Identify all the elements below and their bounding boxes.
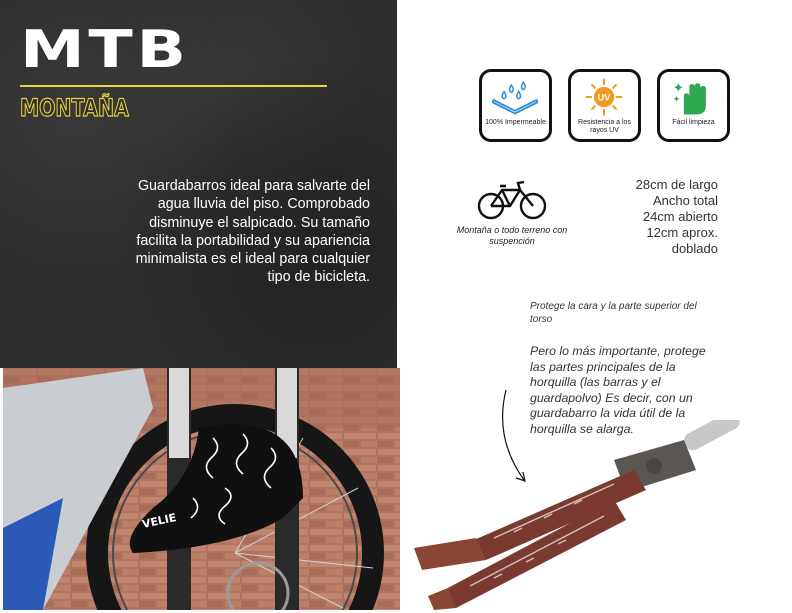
spec-line: 12cm aprox. <box>646 225 718 240</box>
size-specs <box>600 177 718 257</box>
feature-label: Resistencia a los rayos UV <box>578 119 631 134</box>
feature-easy-clean <box>657 69 730 142</box>
suspension-fork-illustration <box>414 420 754 610</box>
product-photo <box>3 368 400 610</box>
spec-line: Ancho total <box>652 193 718 208</box>
water-drops-icon <box>482 76 549 118</box>
protection-note: Protege la cara y la parte superior del torso <box>530 301 697 325</box>
mudguard-brand-text: VELIE <box>140 511 178 531</box>
mountain-bike-icon <box>476 178 548 222</box>
spec-line: 24cm abierto <box>642 209 718 224</box>
feature-label: 100% Impermeable <box>485 119 546 126</box>
cleaning-hand-icon <box>660 76 727 118</box>
bike-mudguard-photo <box>3 368 400 610</box>
header-panel <box>0 0 397 368</box>
spec-line: 28cm de largo <box>635 177 718 192</box>
title-divider <box>20 85 327 87</box>
feature-label: Fácil limpieza <box>672 119 715 126</box>
fork-protection-note: Pero lo más importante, protege las partes principales de la horquilla (las barras y el guardapolvo) Es decir, con un guardabarro la vida útil de la horquilla se alarga. <box>530 344 706 436</box>
svg-text:UV: UV <box>597 92 611 103</box>
feature-uv-resistant <box>568 69 641 142</box>
feature-waterproof <box>479 69 552 142</box>
uv-sun-icon <box>571 76 638 118</box>
page-subtitle: MONTAÑA <box>20 94 129 122</box>
spec-line: doblado <box>671 241 718 256</box>
bike-caption: Montaña o todo terreno con suspención <box>456 225 568 246</box>
product-description: Guardabarros ideal para salvarte del agua lluvia del piso. Comprobado disminuye el salpicado. Su tamaño facilita la portabilidad y su apariencia minimalista es el ideal para cualquier tipo de bicicleta. <box>135 178 370 286</box>
page-title: MTB <box>20 20 190 80</box>
